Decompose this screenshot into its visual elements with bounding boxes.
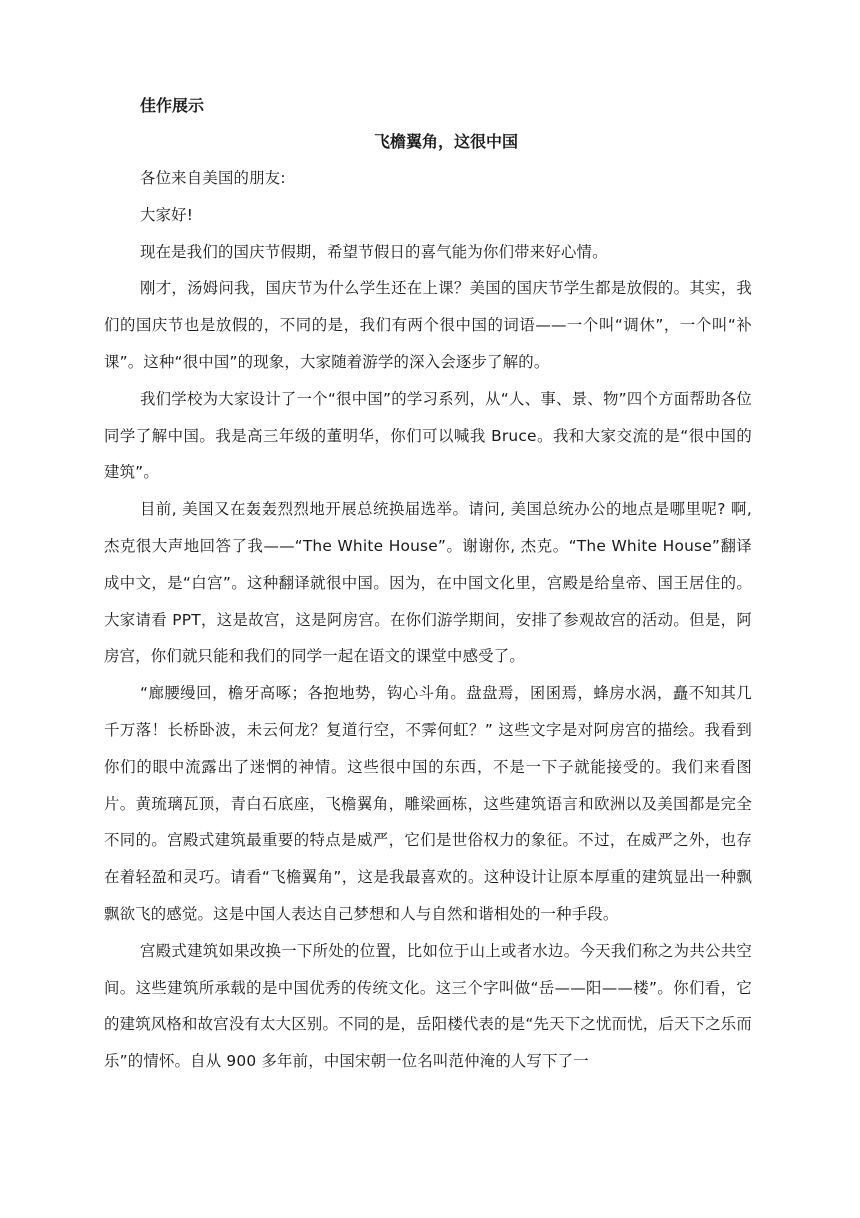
paragraph: 现在是我们的国庆节假期，希望节假日的喜气能为你们带来好心情。 <box>140 242 608 261</box>
salutation: 各位来自美国的朋友: <box>140 169 286 187</box>
section-label: 佳作展示 <box>140 96 205 115</box>
paragraph: “廊腰缦回，檐牙高啄；各抱地势，钩心斗角。盘盘焉，囷囷焉，蜂房水涡，矗不知其几千万落！长桥卧波，未云何龙？复道行空，不霁何虹？” 这些文字是对阿房宫的描绘。我看到你们的眼中流露出了迷惘的神情。这些很中国的东西，不是一下子就能接受的。我们来看图片。黄琉璃瓦顶，青白石底座，飞檐翼角，雕梁画栋，这些建筑语言和欧洲以及美国都是完全不同的。宫殿式建筑最重要的特点是威严，它们是世俗权力的象征。不过，在威严之外，也存在着轻盈和灵巧。请看“飞檐翼角”，这是我最喜欢的。这种设计让原本厚重的建筑显出一种飘飘欲飞的感觉。这是中国人表达自己梦想和人与自然和谐相处的一种手段。 <box>104 684 752 923</box>
paragraph: 宫殿式建筑如果改换一下所处的位置，比如位于山上或者水边。今天我们称之为共公共空间。这些建筑所承载的是中国优秀的传统文化。这三个字叫做“岳——阳——楼”。你们看，它的建筑风格和故宫没有太大区别。不同的是，岳阳楼代表的是“先天下之忧而忧，后天下之乐而乐”的情怀。自从 900 多年前，中国宋朝一位名叫范仲淹的人写下了一 <box>104 941 752 1071</box>
paragraph: 我们学校为大家设计了一个“很中国”的学习系列，从“人、事、景、物”四个方面帮助各位同学了解中国。我是高三年级的董明华，你们可以喊我 Bruce。我和大家交流的是“很中国的建筑”。 <box>104 389 752 482</box>
paragraph: 目前, 美国又在轰轰烈烈地开展总统换届选举。请问, 美国总统办公的地点是哪里呢? 啊, 杰克很大声地回答了我——“The White House”。谢谢你, 杰克。“The White House”翻译成中文，是“白宫”。这种翻译就很中国。因为，在中国文化里，宫殿是给皇帝、国王居住的。大家请看 PPT，这是故宫，这是阿房宫。在你们游学期间，安排了参观故宫的活动。但是，阿房宫，你们就只能和我们的同学一起在语文的课堂中感受了。 <box>104 500 752 666</box>
document-page <box>104 88 752 1080</box>
paragraph: 刚才，汤姆问我，国庆节为什么学生还在上课？美国的国庆节学生都是放假的。其实，我们的国庆节也是放假的，不同的是，我们有两个很中国的词语——一个叫“调休”，一个叫“补课”。这种“很中国”的现象，大家随着游学的深入会逐步了解的。 <box>104 279 752 371</box>
greeting: 大家好! <box>140 205 194 224</box>
essay-title: 飞檐翼角，这很中国 <box>373 132 518 151</box>
essay-body <box>104 160 752 1080</box>
